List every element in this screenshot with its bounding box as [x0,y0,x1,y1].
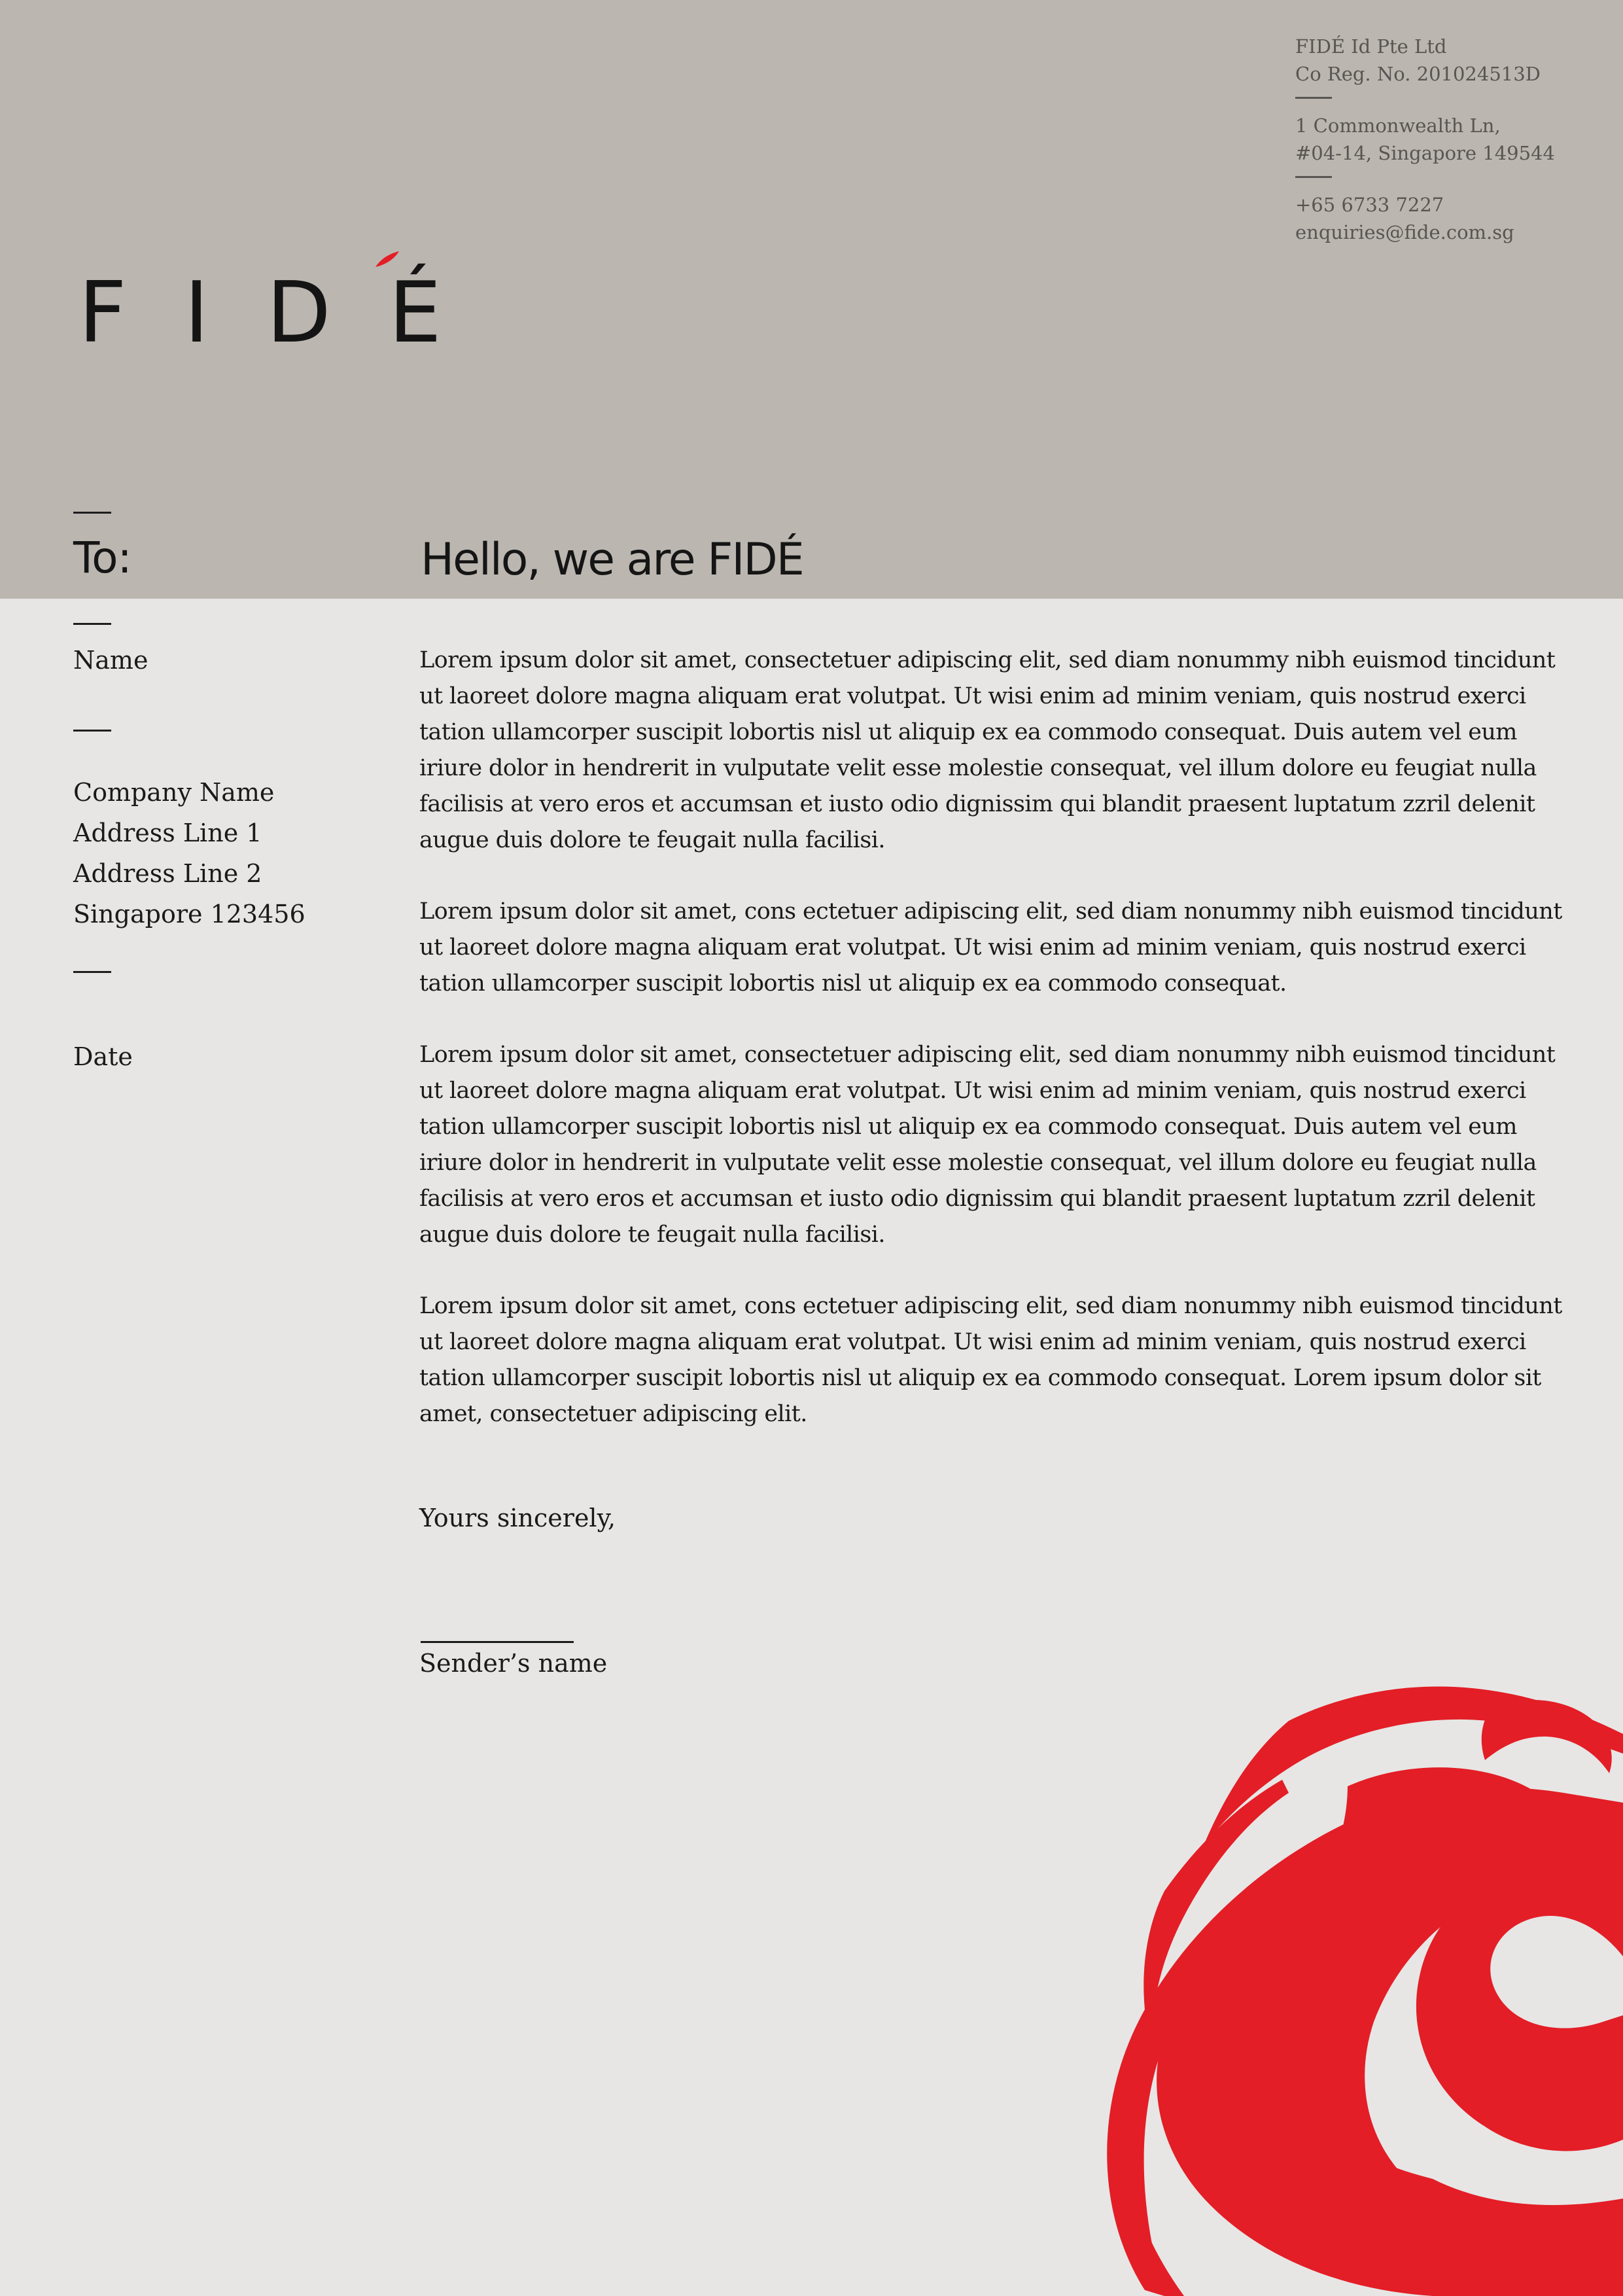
signature-line [421,1641,574,1643]
company-email: enquiries@fide.com.sg [1295,221,1514,243]
body-paragraph: Lorem ipsum dolor sit amet, cons ectetuer adipiscing elit, sed diam nonummy nibh euismod tincidunt ut laoreet dolore magna aliquam erat volutpat. Ut wisi enim ad minim veniam, quis nostrud exerci tation ullamcorper suscipit lobortis nisl ut aliquip ex ea commodo consequat. [419,898,1562,997]
sender-name: Sender’s name [419,1649,608,1678]
letter-date: Date [73,1042,133,1071]
to-divider-bottom [73,623,111,625]
recipient-address [73,772,305,934]
letter-title: Hello, we are FIDÉ [421,534,803,586]
recipient-address-line1: Address Line 1 [73,819,262,847]
date-divider [73,971,111,973]
body-paragraph: Lorem ipsum dolor sit amet, consectetuer adipiscing elit, sed diam nonummy nibh euismod tincidunt ut laoreet dolore magna aliquam erat volutpat. Ut wisi enim ad minim veniam, quis nostrud exerci tation ullamcorper suscipit lobortis nisl ut aliquip ex ea commodo consequat. Duis autem vel eum iriure dolor in hendrerit in vulputate velit esse molestie consequat, vel illum dolore eu feugiat nulla facilisis at vero eros et accumsan et iusto odio dignissim qui blandit praesent luptatum zzril delenit augue duis dolore te feugait nulla facilisi. [419,1042,1556,1248]
logo-wordmark: FIDÉ [79,264,499,362]
body-paragraph: Lorem ipsum dolor sit amet, consectetuer adipiscing elit, sed diam nonummy nibh euismod tincidunt ut laoreet dolore magna aliquam erat volutpat. Ut wisi enim ad minim veniam, quis nostrud exerci tation ullamcorper suscipit lobortis nisl ut aliquip ex ea commodo consequat. Duis autem vel eum iriure dolor in hendrerit in vulputate velit esse molestie consequat, vel illum dolore eu feugiat nulla facilisis at vero eros et accumsan et iusto odio dignissim qui blandit praesent luptatum zzril delenit augue duis dolore te feugait nulla facilisi. [419,647,1556,853]
recipient-address-line2: Address Line 2 [73,859,262,888]
recipient-company-name: Company Name [73,778,275,807]
company-address-line1: 1 Commonwealth Ln, [1295,115,1501,137]
company-contact-block [1295,33,1609,246]
letter-body [419,643,1564,1468]
logo-accent-mark [374,250,400,268]
red-swirl-graphic [1066,1682,1623,2296]
company-address-line2: #04-14, Singapore 149544 [1295,142,1555,164]
body-paragraph: Lorem ipsum dolor sit amet, cons ectetuer adipiscing elit, sed diam nonummy nibh euismod tincidunt ut laoreet dolore magna aliquam erat volutpat. Ut wisi enim ad minim veniam, quis nostrud exerci tation ullamcorper suscipit lobortis nisl ut aliquip ex ea commodo consequat. Lorem ipsum dolor sit amet, consectetuer adipiscing elit. [419,1293,1562,1427]
to-heading: To: [73,533,131,583]
company-phone: +65 6733 7227 [1295,194,1444,216]
contact-divider [1295,176,1332,178]
company-name: FIDÉ Id Pte Ltd [1295,35,1447,58]
recipient-name: Name [73,646,148,675]
to-divider-top [73,512,111,514]
contact-divider [1295,97,1332,99]
recipient-city-postcode: Singapore 123456 [73,900,305,928]
company-reg-no: Co Reg. No. 201024513D [1295,63,1541,85]
letter-closing: Yours sincerely, [419,1504,616,1532]
fide-logo [79,236,499,362]
recipient-divider [73,730,111,732]
